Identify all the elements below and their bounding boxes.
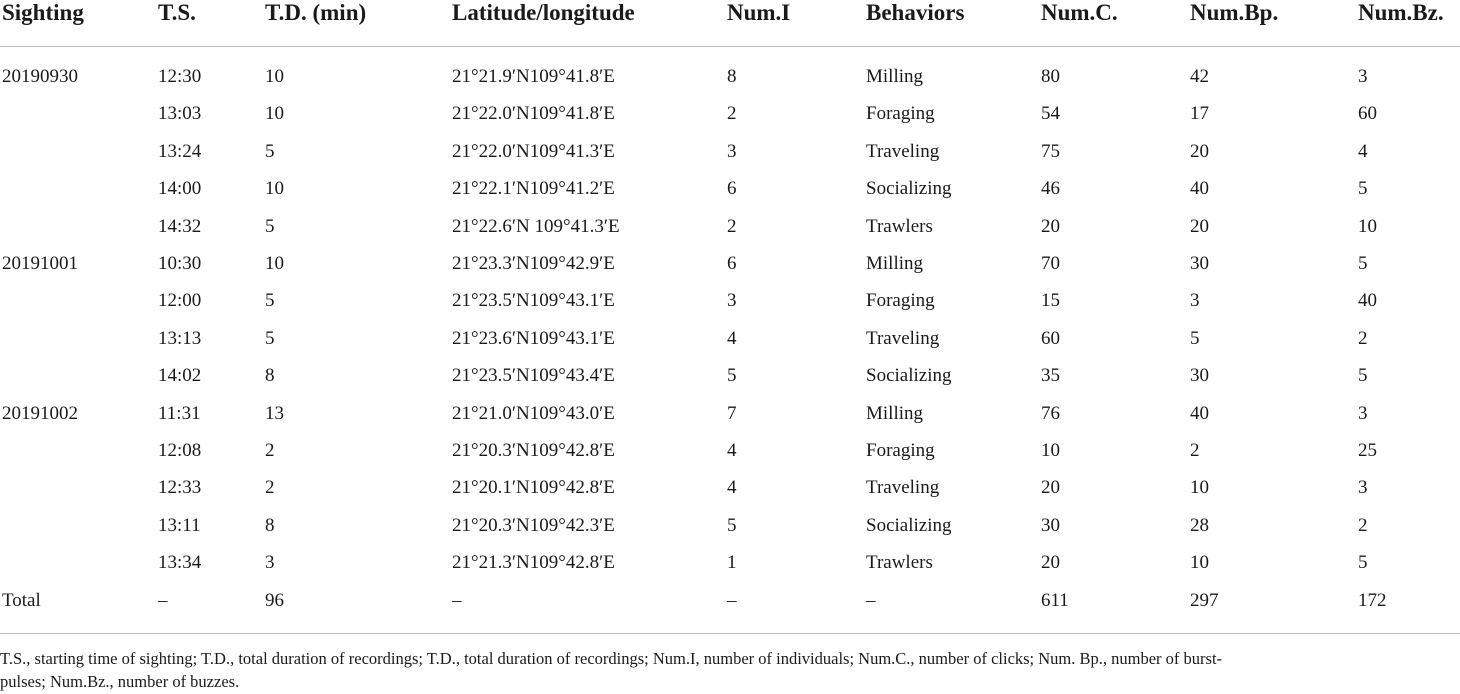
cell-behavior: Milling [866,253,924,274]
cell-num-buzzes: 172 [1358,589,1387,611]
cell-duration: 10 [265,253,284,274]
cell-num-clicks: 60 [1041,327,1060,349]
cell-sighting: 20191001 [2,253,78,274]
cell-behavior: Socializing [866,514,952,536]
column-header-num-buzzes: Num.Bz. [1358,0,1444,25]
cell-num-individuals: 3 [727,290,737,312]
cell-num-burst-pulses: 28 [1190,514,1209,536]
cell-num-buzzes: 40 [1358,290,1377,312]
cell-lat-long: 21°22.1′N109°41.2′E [452,178,615,200]
cell-num-buzzes: 2 [1358,327,1368,349]
cell-lat-long: 21°20.3′N109°42.3′E [452,514,615,536]
cell-num-buzzes: 3 [1358,402,1368,424]
cell-behavior: Traveling [866,327,940,349]
cell-lat-long: 21°23.5′N109°43.1′E [452,290,615,312]
column-header-num-clicks: Num.C. [1041,0,1118,25]
cell-start-time: 13:13 [158,327,202,349]
cell-num-burst-pulses: 3 [1190,290,1200,312]
cell-behavior: Traveling [866,477,940,499]
cell-lat-long: 21°21.0′N109°43.0′E [452,402,615,424]
cell-sighting: 20190930 [2,66,78,87]
cell-num-burst-pulses: 30 [1190,253,1209,274]
cell-num-individuals: 6 [727,253,737,274]
cell-num-individuals: 4 [727,327,737,349]
cell-num-individuals: 2 [727,215,737,237]
cell-behavior: Milling [866,402,924,424]
cell-behavior: Foraging [866,440,935,461]
cell-duration: 96 [265,589,284,611]
table-row [0,170,1460,207]
table-row [0,357,1460,394]
cell-num-burst-pulses: 42 [1190,66,1209,87]
table-header-row [0,0,1460,46]
cell-num-clicks: 75 [1041,140,1060,162]
cell-num-burst-pulses: 40 [1190,178,1209,200]
table-row [0,208,1460,245]
cell-duration: 5 [265,215,275,237]
cell-duration: 5 [265,327,275,349]
footnote-line-2: pulses; Num.Bz., number of buzzes. [0,672,240,691]
cell-num-burst-pulses: 2 [1190,440,1200,461]
cell-start-time: 13:34 [158,552,202,574]
cell-start-time: 14:00 [158,178,202,200]
table-row [0,245,1460,282]
cell-num-individuals: 5 [727,514,737,536]
cell-num-individuals: 5 [727,365,737,387]
cell-start-time: 14:02 [158,365,202,387]
cell-duration: 2 [265,477,275,499]
cell-start-time: 12:00 [158,290,202,312]
column-header-start-time: T.S. [158,0,196,25]
cell-num-clicks: 54 [1041,103,1060,125]
cell-lat-long: 21°20.1′N109°42.8′E [452,477,615,499]
table-row [0,507,1460,544]
cell-start-time: 13:03 [158,103,202,125]
cell-duration: 2 [265,440,275,461]
cell-lat-long: 21°22.0′N109°41.8′E [452,103,615,125]
table-row [0,395,1460,432]
cell-num-buzzes: 4 [1358,140,1368,162]
cell-num-clicks: 20 [1041,552,1060,574]
table-row [0,95,1460,132]
cell-num-individuals: 8 [727,66,737,87]
cell-lat-long: 21°21.3′N109°42.8′E [452,552,615,574]
cell-duration: 8 [265,365,275,387]
cell-num-burst-pulses: 10 [1190,477,1209,499]
table-row [0,133,1460,170]
cell-behavior: Foraging [866,103,935,125]
cell-behavior: Trawlers [866,552,933,574]
cell-duration: 5 [265,140,275,162]
table-row [0,469,1460,506]
table-bottom-rule [0,633,1460,634]
cell-num-individuals: 4 [727,440,737,461]
cell-lat-long: – [452,589,462,611]
cell-duration: 10 [265,178,284,200]
cell-num-clicks: 611 [1041,589,1069,611]
cell-num-clicks: 80 [1041,66,1060,87]
cell-num-clicks: 46 [1041,178,1060,200]
cell-num-clicks: 35 [1041,365,1060,387]
table-total-row [0,582,1460,619]
table-row [0,58,1460,95]
cell-num-buzzes: 3 [1358,66,1368,87]
cell-num-burst-pulses: 297 [1190,589,1219,611]
cell-start-time: 13:11 [158,514,201,536]
cell-num-clicks: 20 [1041,215,1060,237]
footnote-line-1: T.S., starting time of sighting; T.D., total duration of recordings; T.D., total duration of recordings; Num.I, number of individuals; Num.C., number of clicks; Num. Bp., number of burst- [0,649,1223,668]
cell-num-individuals: 4 [727,477,737,499]
cell-start-time: 12:30 [158,66,202,87]
column-header-num-burst-pulses: Num.Bp. [1190,0,1279,25]
table-row [0,544,1460,581]
cell-behavior: Socializing [866,365,952,387]
cell-sighting: Total [2,589,41,611]
cell-num-individuals: 1 [727,552,737,574]
cell-num-buzzes: 5 [1358,253,1368,274]
cell-start-time: 14:32 [158,215,202,237]
cell-duration: 8 [265,514,275,536]
cell-duration: 13 [265,402,284,424]
cell-duration: 5 [265,290,275,312]
cell-start-time: 13:24 [158,140,202,162]
cell-num-clicks: 70 [1041,253,1060,274]
cell-lat-long: 21°20.3′N109°42.8′E [452,440,615,461]
cell-lat-long: 21°23.6′N109°43.1′E [452,327,615,349]
column-header-lat-long: Latitude/longitude [452,0,635,25]
cell-behavior: Trawlers [866,215,933,237]
cell-num-burst-pulses: 30 [1190,365,1209,387]
cell-duration: 3 [265,552,275,574]
cell-num-burst-pulses: 40 [1190,402,1209,424]
cell-num-buzzes: 2 [1358,514,1368,536]
cell-num-burst-pulses: 10 [1190,552,1209,574]
table-row [0,320,1460,357]
column-header-num-individuals: Num.I [727,0,791,25]
column-header-duration: T.D. (min) [265,0,367,25]
cell-lat-long: 21°21.9′N109°41.8′E [452,66,615,87]
cell-num-clicks: 10 [1041,440,1060,461]
cell-num-buzzes: 3 [1358,477,1368,499]
cell-num-clicks: 76 [1041,402,1060,424]
cell-duration: 10 [265,103,284,125]
cell-num-individuals: 7 [727,402,737,424]
cell-behavior: Traveling [866,140,940,162]
cell-num-burst-pulses: 5 [1190,327,1200,349]
cell-lat-long: 21°23.3′N109°42.9′E [452,253,615,274]
cell-num-burst-pulses: 20 [1190,140,1209,162]
cell-num-clicks: 30 [1041,514,1060,536]
cell-num-burst-pulses: 20 [1190,215,1209,237]
cell-num-buzzes: 25 [1358,440,1377,461]
cell-lat-long: 21°22.6′N 109°41.3′E [452,215,620,237]
cell-lat-long: 21°23.5′N109°43.4′E [452,365,615,387]
cell-start-time: – [158,589,168,611]
cell-start-time: 12:33 [158,477,202,499]
cell-behavior: Foraging [866,290,935,312]
cell-num-clicks: 20 [1041,477,1060,499]
cell-num-buzzes: 10 [1358,215,1377,237]
cell-num-individuals: 2 [727,103,737,125]
column-header-sighting: Sighting [2,0,84,25]
cell-num-buzzes: 60 [1358,103,1377,125]
cell-start-time: 11:31 [158,402,201,424]
cell-duration: 10 [265,66,284,87]
cell-start-time: 12:08 [158,440,202,461]
cell-behavior: Socializing [866,178,952,200]
cell-num-clicks: 15 [1041,290,1060,312]
table-row [0,282,1460,319]
header-rule [0,46,1460,47]
cell-num-burst-pulses: 17 [1190,103,1209,125]
cell-sighting: 20191002 [2,402,78,424]
cell-behavior: – [866,589,876,611]
cell-lat-long: 21°22.0′N109°41.3′E [452,140,615,162]
table-row [0,432,1460,469]
cell-num-buzzes: 5 [1358,365,1368,387]
cell-start-time: 10:30 [158,253,202,274]
table-footnote [0,647,1440,693]
cell-num-individuals: – [727,589,737,611]
cell-behavior: Milling [866,66,924,87]
cell-num-buzzes: 5 [1358,178,1368,200]
column-header-behavior: Behaviors [866,0,965,25]
cell-num-individuals: 3 [727,140,737,162]
cell-num-buzzes: 5 [1358,552,1368,574]
cell-num-individuals: 6 [727,178,737,200]
